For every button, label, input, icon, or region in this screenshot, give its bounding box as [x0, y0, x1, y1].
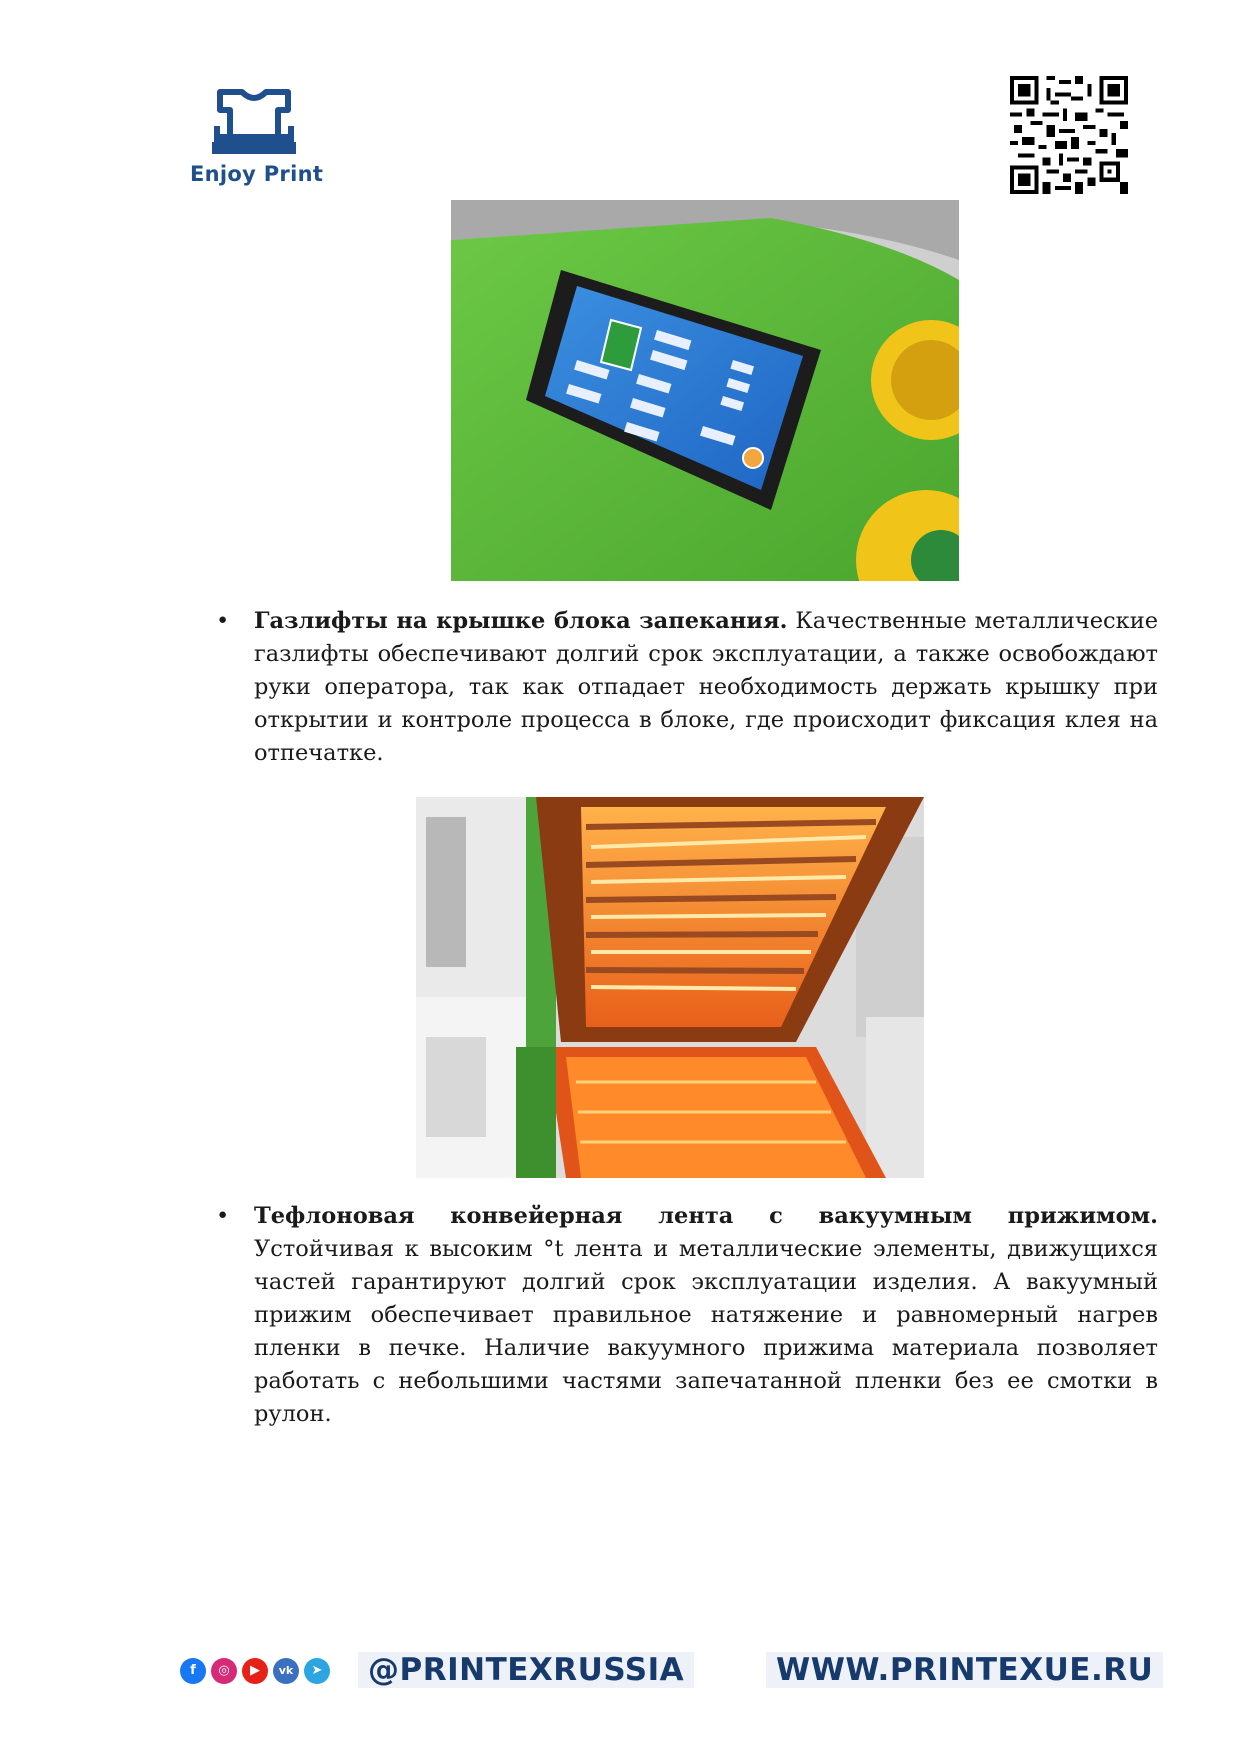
feature-paragraph	[254, 1200, 1158, 1431]
social-icons	[180, 1658, 330, 1684]
feature-text: Устойчивая к высоким °t лента и металлические элементы, движущихся частей гарантируют долгий срок эксплуатации изделия. А вакуумный прижим обеспечивает правильное натяжение и равномерный нагрев пленки в печке. Наличие вакуумного прижима материала позволяет работать с небольшими частями запечатанной пленки без ее смотки в рулон.	[254, 1236, 1158, 1427]
vk-icon[interactable]: vk	[273, 1658, 299, 1684]
brand-logo	[190, 88, 322, 186]
bullet-point: •	[216, 1203, 230, 1229]
feature-title: Тефлоновая конвейерная лента с вакуумным прижимом.	[254, 1203, 1158, 1229]
website-link[interactable]: WWW.PRINTEXUE.RU	[766, 1652, 1163, 1688]
qr-code-icon	[1010, 76, 1128, 194]
youtube-icon[interactable]: ▶	[242, 1658, 268, 1684]
bullet-point: •	[216, 608, 230, 634]
instagram-icon[interactable]: ◎	[211, 1658, 237, 1684]
brand-name: Enjoy Print	[190, 162, 324, 186]
telegram-icon[interactable]: ➤	[304, 1658, 330, 1684]
curing-oven-photo	[416, 797, 924, 1178]
social-handle[interactable]: @PRINTEXRUSSIA	[358, 1652, 694, 1688]
tshirt-press-icon	[212, 88, 296, 156]
feature-text: Качественные металлические газлифты обеспечивают долгий срок эксплуатации, а также освобождают руки оператора, так как отпадает необходимость держать крышку при открытии и контроле процесса в блоке, где происходит фиксация клея на отпечатке.	[254, 608, 1159, 766]
feature-title: Газлифты на крышке блока запекания.	[254, 608, 788, 634]
feature-conveyor-belt	[210, 1200, 1158, 1431]
control-panel-photo	[451, 200, 959, 581]
feature-gas-springs	[210, 605, 1158, 770]
footer	[180, 1648, 1160, 1698]
facebook-icon[interactable]: f	[180, 1658, 206, 1684]
feature-paragraph	[254, 605, 1158, 770]
